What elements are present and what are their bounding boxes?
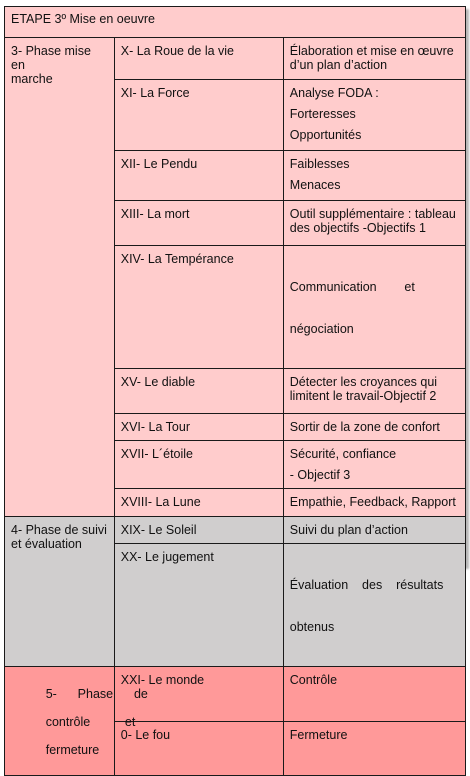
phase-line: 3- Phase mise en	[11, 44, 91, 72]
description-cell	[283, 38, 465, 80]
description-line: Analyse FODA :	[289, 86, 379, 100]
description-line: Opportunités	[289, 128, 362, 142]
card-cell: XVIII- La Lune	[114, 489, 283, 517]
description-line: Fermeture	[289, 727, 348, 742]
description-line: Sécurité, confiance	[289, 447, 397, 461]
description-cell	[283, 369, 465, 414]
card-cell: X- La Roue de la vie	[114, 38, 283, 80]
description-cell	[283, 414, 465, 441]
table-row	[5, 38, 466, 80]
description-line: des objectifs -Objectifs 1	[289, 221, 426, 235]
phase-line: fermeture	[45, 743, 100, 757]
phase-line: contrôle et	[45, 715, 136, 729]
card-cell: XXI- Le monde	[114, 667, 283, 722]
document-page	[4, 6, 466, 757]
description-cell	[283, 201, 465, 246]
phase-line: et évaluation	[11, 537, 82, 551]
description-cell	[283, 246, 465, 369]
stage-title: ETAPE 3º Mise en oeuvre	[5, 7, 466, 38]
phase-cell	[5, 517, 115, 667]
description-line: d’un plan d’action	[289, 58, 388, 72]
description-line: Outil supplémentaire : tableau	[289, 207, 456, 221]
description-line: Élaboration et mise en œuvre	[289, 44, 454, 58]
tarot-steps-table	[4, 6, 466, 776]
description-line: - Objectif 3	[289, 468, 351, 482]
description-cell	[283, 667, 465, 722]
description-line: négociation	[289, 322, 354, 336]
card-cell: XII- Le Pendu	[114, 151, 283, 201]
phase-line: 5- Phase de	[45, 687, 148, 701]
phase-cell	[5, 38, 115, 517]
description-cell	[283, 544, 465, 667]
phase-line: marche	[11, 72, 53, 86]
description-line: limitent le travail-Objectif 2	[289, 389, 437, 403]
card-cell: XIII- La mort	[114, 201, 283, 246]
card-cell: XVII- L´étoile	[114, 441, 283, 489]
table-header-row	[5, 7, 466, 38]
card-cell: XV- Le diable	[114, 369, 283, 414]
card-cell: XI- La Force	[114, 80, 283, 151]
description-line: Empathie, Feedback, Rapport	[289, 495, 456, 509]
description-line: Forteresses	[289, 107, 356, 121]
phase-line: 4- Phase de suivi	[11, 523, 107, 537]
description-cell	[283, 80, 465, 151]
description-line: Suivi du plan d’action	[289, 523, 408, 537]
card-cell: XIV- La Tempérance	[114, 246, 283, 369]
description-line: Menaces	[289, 178, 341, 192]
card-cell: XX- Le jugement	[114, 544, 283, 667]
description-line: Contrôle	[289, 673, 338, 687]
description-cell	[283, 517, 465, 544]
description-cell	[283, 721, 465, 776]
description-cell	[283, 151, 465, 201]
card-cell: XVI- La Tour	[114, 414, 283, 441]
description-cell	[283, 489, 465, 517]
card-cell: XIX- Le Soleil	[114, 517, 283, 544]
description-line: Sortir de la zone de confort	[289, 420, 440, 434]
description-line: obtenus	[289, 620, 335, 634]
description-line: Détecter les croyances qui	[289, 375, 438, 389]
table-row	[5, 667, 466, 722]
card-cell: 0- Le fou	[114, 721, 283, 776]
description-line: Faiblesses	[289, 157, 350, 171]
description-cell	[283, 441, 465, 489]
description-line: Communication et	[289, 280, 415, 294]
description-line: Évaluation des résultats	[289, 578, 444, 592]
table-row	[5, 517, 466, 544]
